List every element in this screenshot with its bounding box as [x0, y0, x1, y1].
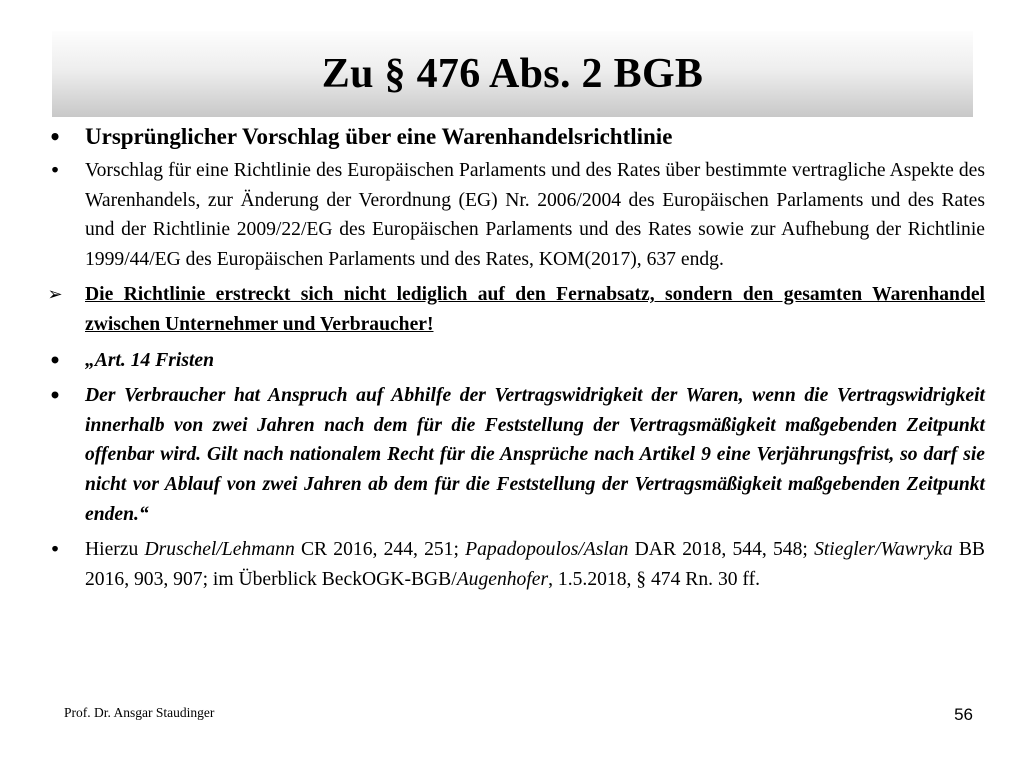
bullet-text: Der Verbraucher hat Anspruch auf Abhilfe der Vertragswidrigkeit der Waren, wenn die Vertragswidrigkeit innerhalb von zwei Jahren nach dem für die Feststellung der Vertragsmäßigkeit maßgebenden Zeitpunkt offenbar wird. Gilt nach nationalem Recht für die Ansprüche nach Artikel 9 eine Verjährungsfrist, so darf sie nicht vor Ablauf von zwei Jahren ab dem für die Feststellung der Vertragsmäßigkeit maßgebenden Zeitpunkt enden.“: [85, 385, 985, 525]
bullet-scope-note: [44, 280, 985, 339]
slide-title: Zu § 476 Abs. 2 BGB: [321, 51, 704, 97]
bullet-article-quote: [44, 381, 985, 529]
reference-text: DAR 2018, 544, 548;: [628, 539, 815, 561]
arrow-bullet-icon: ➢: [47, 284, 63, 306]
bullet-marker: •: [48, 384, 62, 408]
bullet-article-heading: [44, 346, 985, 376]
slide-content: [44, 121, 985, 600]
bullet-marker: •: [48, 348, 62, 372]
title-bar: [52, 31, 973, 117]
bullet-text: Vorschlag für eine Richtlinie des Europäischen Parlaments und des Rates über bestimmte vertragliche Aspekte des Warenhandels, zur Änderung der Verordnung (EG) Nr. 2006/2004 des Europäischen Parlaments und des Rates und der Richtlinie 2009/22/EG des Europäischen Parlaments und des Rates sowie zur Aufhebung der Richtlinie 1999/44/EG des Europäischen Parlaments und des Rates, KOM(2017), 637 endg.: [85, 160, 985, 270]
reference-text: CR 2016, 244, 251;: [294, 539, 466, 561]
bullet-proposal-description: [44, 156, 985, 274]
author-name: Augenhofer: [456, 568, 549, 590]
bullet-marker: •: [49, 538, 61, 562]
author-name: Druschel/Lehmann: [144, 539, 295, 561]
bullet-text: [85, 539, 985, 590]
bullet-references: [44, 535, 985, 594]
bullet-text: Ursprünglicher Vorschlag über eine Warenhandelsrichtlinie: [85, 124, 673, 149]
bullet-marker: •: [48, 125, 62, 149]
author-name: Stiegler/Wawryka: [814, 539, 953, 561]
bullet-text: „Art. 14 Fristen: [85, 349, 215, 371]
page-number: 56: [954, 705, 973, 724]
author-name: Papadopoulos/Aslan: [465, 539, 629, 561]
footer-author: Prof. Dr. Ansgar Staudinger: [64, 705, 215, 720]
bullet-heading: [44, 121, 985, 153]
reference-text: BB 2016, 903, 907; im Überblick BeckOGK-BGB/: [85, 539, 986, 590]
bullet-text: Die Richtlinie erstreckt sich nicht lediglich auf den Fernabsatz, sondern den gesamten Warenhandel zwischen Unternehmer und Verbraucher!: [85, 284, 985, 335]
bullet-marker: •: [49, 159, 61, 182]
reference-text: , 1.5.2018, § 474 Rn. 30 ff.: [548, 568, 761, 590]
reference-text: Hierzu: [85, 539, 145, 561]
